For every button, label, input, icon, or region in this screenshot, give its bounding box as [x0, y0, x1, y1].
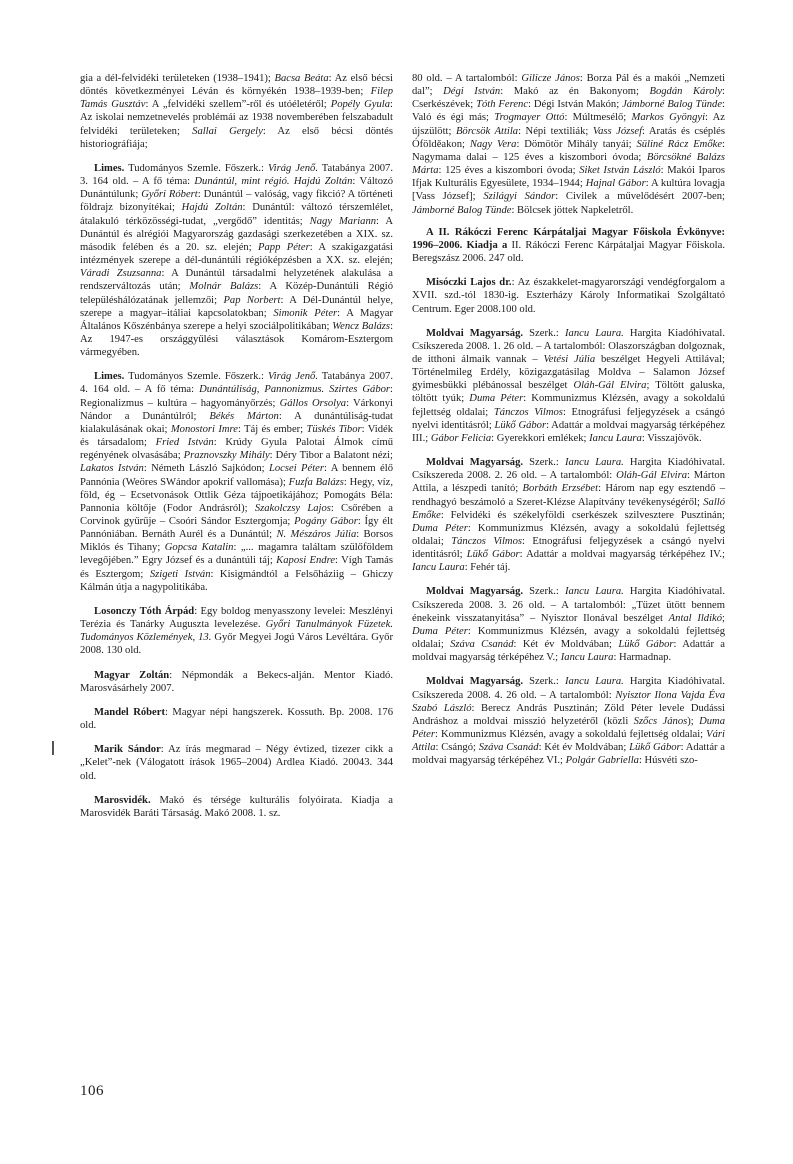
entry-text: : A Dunántúl társadalmi helyzetének alakulása a rendszerváltozás után;: [80, 268, 393, 293]
entry-text: : Az első bécsi döntés következményei Léván és környékén 1938–1939-ben;: [80, 73, 393, 98]
author-or-title: Gábor Felicia: [430, 432, 492, 444]
entry-text: : Az iskolai nemzetnevelés problémái az 1938 novemberében felszabadult felvidéki területeken;: [80, 99, 393, 137]
entry-text: : Adattár a moldvai magyarság térképéhez IV.;: [519, 549, 725, 561]
entry-text: II. Rákóczi Ferenc Kárpátaljai Magyar Főiskola. Beregszász 2006. 247 old.: [412, 239, 725, 265]
author-or-title: Gopcsa Katalin: [164, 542, 234, 554]
author-or-title: Börcsökné Balázs Márta: [412, 151, 725, 177]
author-or-title: Gilicze János: [521, 73, 580, 84]
entry-text: : A szakigazgatási intézmények szerepe a dél-dunántúli régióképzésben a XX. sz. elején;: [80, 241, 393, 267]
author-or-title: Szőcs János: [633, 715, 688, 727]
entry-text: : Az első bécsi döntés historiográfiája;: [80, 125, 393, 150]
entry-text: : Adattár a moldvai magyarság térképéhez VI.;: [412, 742, 726, 767]
entry-heading: Limes.: [94, 162, 125, 174]
author-or-title: Bacsa Beáta: [274, 73, 329, 84]
entry-text: : 125 éves a kiszombori óvoda;: [438, 165, 580, 177]
entry-text: Szerk.:: [523, 676, 565, 688]
entry-text: : Dégi István Makón;: [528, 99, 623, 111]
entry-heading: Limes.: [94, 371, 125, 383]
author-or-title: Békés Márton: [209, 410, 279, 422]
entry-text: : Gyerekkori emlékek;: [491, 432, 590, 444]
entry-text: : Kommunizmus Klézsén, avagy a sokoldalú fejlettség oldalai;: [412, 522, 726, 547]
author-or-title: Iancu Laura: [412, 562, 465, 574]
entry-text: beszélget Hegyeli Attilával; Történelmileg Erdély, közigazgatásilag Moldva – Salamon József gyimesbükki plébánossal beszélget: [412, 353, 726, 392]
entry-text: : Egy boldog menyasszony levelei: Meszlényi Terézia és Tanárky Auguszta levelezése.: [80, 605, 394, 631]
bibliography-entry: [80, 794, 393, 820]
bibliography-entry: [412, 327, 725, 445]
author-or-title: Börcsök Attila: [455, 125, 519, 137]
entry-text: : Márton Attila, a lészpedi tanító;: [412, 470, 725, 495]
author-or-title: Nagy Vera: [469, 138, 517, 150]
author-or-title: Dégi István: [443, 86, 501, 98]
entry-text: : Bölcsek jöttek Napkeletről.: [511, 204, 634, 216]
author-or-title: Száva Csanád: [450, 639, 514, 651]
author-or-title: Vári Attila: [412, 729, 725, 754]
entry-text: : Aratás és cséplés Ófölděakon;: [412, 125, 725, 150]
author-or-title: Jámborné Balog Tünde: [622, 99, 723, 111]
entry-text: : Hegy, víz, föld, ég – Ecsetvonások Ottlik Géza tájpoetikájához; Pomogáts Béla: Pannonia költője (Fodor Andrásról);: [80, 476, 393, 514]
entry-text: : Vígh Tamás és Esztergom;: [80, 555, 393, 580]
entry-text: : Déry Tibor a Balatont nézi;: [269, 450, 393, 462]
entry-heading: Moldvai Magyarság.: [426, 327, 524, 339]
bibliography-entry: [80, 605, 393, 658]
bibliography-entry: [412, 585, 725, 664]
author-or-title: Siket István László: [579, 165, 661, 177]
entry-text: : Makói Iparos Ifjak Kulturális Egyesülete, 1934–1944;: [412, 165, 726, 190]
entry-text: : Makó az én Bakonyom;: [500, 86, 650, 98]
author-or-title: Süliné Rácz Emőke: [636, 138, 723, 150]
entry-text: : A kultúra lovagja [Vass József];: [412, 178, 726, 203]
author-or-title: Iancu Laura.: [565, 457, 624, 469]
entry-text: Győr Megyei Jogú Város Levéltára. Győr 2008. 130 old.: [80, 632, 393, 657]
author-or-title: Tánczos Vilmos: [451, 536, 522, 547]
bibliography-entry: [412, 276, 725, 315]
author-or-title: Tóth Ferenc: [476, 99, 529, 111]
author-or-title: Száva Csanád: [478, 742, 539, 754]
entry-text: : Húsvéti szo-: [638, 755, 698, 767]
entry-heading: Marosvidék.: [94, 794, 151, 806]
entry-text: : Múltmesélő;: [564, 112, 632, 124]
entry-text: : Az északkelet-magyarországi vendégforgalom a XVII. szd.-tól 1830-ig. Eszterházy Károly Informatikai Szolgáltató Centrum. Eger 2008.100 old.: [412, 277, 725, 315]
entry-text: : Dömötör Mihály tanyái;: [516, 138, 637, 150]
author-or-title: Markos Gyöngyi: [631, 112, 706, 124]
entry-text: : Népi textiliák;: [518, 125, 593, 137]
entry-heading: Moldvai Magyarság.: [426, 676, 524, 688]
author-or-title: Duma Péter: [412, 625, 468, 637]
entry-text: : Regionalizmus – kultúra – hagyományőrzés;: [80, 384, 393, 409]
author-or-title: Kaposi Endre: [276, 555, 336, 567]
entry-text: : Magyar népi hangszerek. Kossuth. Bp. 2008. 176 old.: [80, 706, 393, 732]
author-or-title: Szirtes Gábor: [329, 384, 391, 396]
bibliography-entry: [80, 706, 393, 732]
author-or-title: Fried István: [155, 437, 214, 449]
author-or-title: Gállos Orsolya: [279, 397, 347, 409]
entry-text: : A „felvidéki szellem”-ről és utóéletéről;: [145, 99, 331, 111]
author-or-title: Lükő Gábor: [618, 639, 674, 651]
entry-text: Tudományos Szemle. Főszerk.:: [124, 371, 268, 383]
entry-text: : Két év Moldvában;: [513, 639, 619, 651]
bibliography-entry: [80, 162, 393, 359]
author-or-title: Győri Tanulmányok Füzetek. Tudományos Közlemények, 13.: [80, 619, 393, 644]
author-or-title: Molnár Balázs: [189, 281, 259, 293]
entry-heading: Moldvai Magyarság.: [426, 457, 524, 469]
author-or-title: Duma Péter: [412, 715, 726, 741]
entry-text: : Borza Pál és a makói „Nemzeti dal”;: [412, 73, 726, 98]
entry-text: Szerk.:: [523, 457, 565, 469]
author-or-title: Pap Norbert: [223, 294, 281, 306]
entry-heading: Misóczki Lajos dr.: [426, 277, 512, 289]
entry-text: : Civilek a művelődésért 2007-ben;: [555, 191, 725, 203]
author-or-title: N. Mészáros Júlia: [276, 529, 357, 541]
entry-text: : Várkonyi Nándor a Dunántúlról;: [80, 397, 393, 422]
bibliography-entry: [412, 72, 725, 217]
bibliography-entry: [412, 456, 725, 574]
author-or-title: Szilágyi Sándor: [483, 191, 556, 203]
author-or-title: Wencz Balázs: [332, 320, 391, 332]
author-or-title: Hajnal Gábor: [585, 178, 646, 190]
bibliography-entry: [80, 370, 393, 594]
entry-text: : Kommunizmus Klézsén, avagy a sokoldalú fejlettség oldalai;: [434, 729, 707, 741]
bibliography-entry: [412, 226, 725, 265]
entry-text: Tatabánya 2007. 3. 164 old. – A fő téma:: [80, 162, 393, 188]
entry-text: : Adattár a moldvai magyarság térképéhez III.;: [412, 419, 726, 444]
bibliography-entry: [80, 743, 393, 782]
entry-text: : Nagymama dalai – 125 éves a kiszombori óvoda;: [412, 138, 725, 163]
author-or-title: Hajdú Zoltán: [181, 202, 243, 214]
author-or-title: Lükő Gábor: [494, 419, 547, 431]
entry-text: : A Közép-Dunántúli Régió településhálózatának jellemzői;: [80, 281, 393, 306]
author-or-title: Jámborné Balog Tünde: [412, 204, 512, 216]
entry-text: 80 old. – A tartalomból:: [412, 73, 522, 84]
entry-text: : Németh László Sajkódon;: [143, 463, 269, 475]
entry-heading: Losonczy Tóth Árpád: [94, 605, 195, 617]
entry-text: : Borsos Miklós és Tihany;: [80, 529, 393, 554]
entry-text: : Csőrében a Corvinok gyűrűje – Csoóri Sándor Esztergomja;: [80, 502, 393, 527]
author-or-title: Szakolczsy Lajos: [254, 502, 331, 514]
author-or-title: Polgár Gabriella: [565, 755, 639, 767]
author-or-title: Lükő Gábor: [629, 742, 681, 754]
author-or-title: Hajdú Zoltán: [293, 176, 353, 188]
author-or-title: Duma Péter: [412, 522, 468, 534]
entry-text: : Így élt Pannóniában. Bernáth Aurél és a Dunántúl;: [80, 516, 393, 541]
author-or-title: Fuzfa Balázs: [288, 476, 344, 488]
right-column: [412, 72, 725, 768]
entry-text: : Kisigmándtól a Felsőháziig – Ghiczy Kálmán útja a nagypolitikába.: [80, 568, 393, 593]
entry-text: : Dunántúl: változó térszemlélet, átalakuló térközösségi-tudat, „vergődő” identitás;: [80, 202, 393, 227]
entry-text: : Harmadnap.: [613, 652, 672, 664]
author-or-title: Dunántúl, mint régió.: [194, 176, 290, 188]
entry-text: : „... magamra találtam szülőföldem levegőjében.” Egry József és a dunántúli táj;: [80, 542, 393, 567]
entry-heading: Mandel Róbert: [94, 706, 165, 718]
author-or-title: Oláh-Gál Elvira: [616, 470, 688, 482]
entry-text: : Cserkészévek;: [412, 86, 725, 111]
entry-heading: Marik Sándor: [94, 744, 161, 756]
entry-text: : A Dunántúl és alrégiói Magyarország gazdasági szerkezetében a XIX. sz. második felében és a 20. sz. elején;: [80, 215, 393, 253]
entry-text: : Felvidéki és székelyföldi cserkészek szilvesztere Pusztinán;: [440, 509, 725, 521]
entry-text: Tudományos Szemle. Főszerk.:: [124, 162, 268, 174]
entry-text: : Az írás megmarad – Négy évtized, tizezer cikk a „Kelet”-nek (Válogatott írások 1965–2004) Ardlea Kiadó. 20043. 344 old.: [80, 744, 393, 782]
entry-text: : Az újszülött;: [412, 112, 726, 137]
entry-text: : Csángó;: [435, 742, 479, 754]
entry-heading: A II. Rákóczi Ferenc Kárpátaljai Magyar Főiskola Évkönyve: 1996–2006. Kiadja a: [412, 226, 725, 251]
author-or-title: Virág Jenő.: [268, 162, 318, 174]
entry-text: : Visszajövök.: [641, 432, 702, 444]
author-or-title: Lakatos István: [80, 463, 144, 475]
entry-text: Szerk.:: [523, 586, 565, 598]
entry-text: : Táj és ember;: [237, 423, 307, 435]
author-or-title: Borbáth Erzsébet: [522, 483, 599, 495]
bibliography-entry: [80, 669, 393, 695]
entry-text: Hargita Kiadóhivatal. Csíkszereda 2008. 4. 26 old. – A tartalomból:: [412, 676, 725, 701]
author-or-title: Iancu Laura.: [565, 676, 624, 688]
author-or-title: Lükő Gábor: [466, 549, 520, 561]
page-number: 106: [80, 1083, 104, 1099]
author-or-title: Sallai Gergely: [192, 125, 263, 137]
entry-text: Szerk.:: [523, 327, 565, 339]
author-or-title: Pogány Gábor: [294, 516, 358, 527]
bibliography-entry: [80, 72, 393, 151]
entry-text: Hargita Kiadóhivatal. Csíkszereda 2008. 2. 26 old. – A tartalomból:: [412, 457, 725, 482]
author-or-title: Iancu Laura.: [565, 586, 624, 598]
left-column: [80, 72, 393, 820]
margin-mark: [52, 741, 54, 755]
author-or-title: Váradi Zsuzsanna: [80, 268, 162, 280]
entry-text: : A dunántúliság-tudat kialakulásának okai;: [80, 410, 393, 435]
author-or-title: Salló Emőke: [412, 496, 725, 521]
bibliography-entry: [412, 675, 725, 767]
author-or-title: Oláh-Gál Elvira: [573, 380, 647, 392]
author-or-title: Vass József: [592, 125, 643, 137]
author-or-title: Praznovszky Mihály: [183, 450, 270, 462]
entry-heading: Magyar Zoltán: [94, 669, 170, 681]
entry-text: : Dunántúl – valóság, vagy fikció? A történeti földrajz bizonyítékai;: [80, 189, 394, 214]
author-or-title: Dunántúliság, Pannonizmus.: [199, 384, 325, 396]
author-or-title: Monostori Imre: [170, 423, 238, 435]
author-or-title: Papp Péter: [258, 241, 310, 253]
entry-text: : Etnográfusi feljegyzések a csángó nyelvi identitásról;: [412, 536, 725, 561]
entry-text: : Három nap egy esztendő – rendhagyó beszámoló a Szeret-Klézse Alapítvány tevékenységéről;: [412, 483, 725, 508]
author-or-title: Antal Ildikó: [668, 612, 723, 624]
entry-text: ;: [722, 612, 725, 624]
entry-heading: Moldvai Magyarság.: [426, 586, 524, 598]
author-or-title: Iancu Laura: [589, 432, 642, 444]
entry-text: Hargita Kiadóhivatal. Csíkszereda 2008. 1. 26 old. – A tartalomból: Olaszországban dolgoznak, de itthoni álmaik vannak –: [412, 327, 725, 365]
author-or-title: Trogmayer Ottó: [494, 112, 565, 124]
entry-text: );: [687, 715, 700, 727]
entry-text: : Etnográfusi feljegyzések a csángó nyelvi identitásról;: [412, 406, 725, 431]
entry-text: ; Töltött galuska, töltött tyúk;: [412, 380, 725, 405]
entry-text: : Változó Dunántúlunk;: [80, 176, 393, 201]
entry-text: : Kommunizmus Klézsén, avagy a sokoldalú fejlettség oldalai;: [412, 625, 726, 651]
entry-text: : Népmondák a Bekecs-alján. Mentor Kiadó. Marosvásárhely 2007.: [80, 669, 393, 694]
author-or-title: Tánczos Vilmos: [493, 406, 563, 418]
entry-text: : Két év Moldvában;: [538, 742, 630, 754]
entry-text: : Kommunizmus Klézsén, avagy a sokoldalú fejlettség oldalai;: [412, 393, 725, 418]
entry-text: gia a dél-felvidéki területeken (1938–1941);: [80, 73, 275, 84]
author-or-title: Virág Jenő.: [268, 371, 318, 383]
entry-text: Makó és térsége kulturális folyóirata. Kiadja a Marosvidék Baráti Társaság. Makó 2008. 1. sz.: [80, 794, 393, 819]
author-or-title: Bogdán Károly: [649, 86, 723, 98]
entry-text: : A bennem élő Pannónia (Weöres SWándor apokrif vallomása);: [80, 463, 393, 488]
author-or-title: Iancu Laura: [560, 652, 614, 664]
author-or-title: Győri Róbert: [141, 189, 198, 201]
author-or-title: Szigeti István: [149, 568, 211, 580]
entry-text: : Az 1947-es országgyűlési választások Komárom-Esztergom vármegyében.: [80, 320, 394, 359]
author-or-title: Nagy Mariann: [309, 215, 377, 227]
entry-text: : Krúdy Gyula Palotai Álmok című regényének olvasásába;: [80, 437, 393, 462]
author-or-title: Tüskés Tibor: [306, 423, 362, 435]
author-or-title: Simonik Péter: [273, 307, 338, 319]
entry-text: : Való és égi más;: [412, 99, 725, 124]
entry-text: : Adattár a moldvai magyarság térképéhez V.;: [412, 639, 726, 664]
author-or-title: Locsei Péter: [268, 463, 324, 475]
author-or-title: Popély Gyula: [330, 99, 391, 111]
entry-text: : A Magyar Általános Kőszénbánya szerepe a helyi szociálpolitikában;: [80, 307, 393, 332]
entry-text: Tatabánya 2007. 4. 164 old. – A fő téma:: [80, 371, 393, 396]
entry-text: : Vidék és társadalom;: [80, 423, 394, 449]
entry-text: : Fehér táj.: [464, 562, 511, 574]
author-or-title: Iancu Laura.: [565, 327, 624, 339]
author-or-title: Duma Péter: [469, 393, 524, 405]
entry-text: Hargita Kiadóhivatal. Csíkszereda 2008. 3. 26 old. – A tartalomból: „Tüzet ütött bennem énekeink visszatanyitása” – Nyisztor Ilonával beszélget: [412, 586, 725, 624]
author-or-title: Nyisztor Ilona Vajda Éva Szabó László: [412, 689, 725, 714]
entry-text: : Berecz András Pusztinán; Zöld Péter levele Dudássi Andráshoz a moldvai misszió helyzetéről (közli: [412, 702, 725, 727]
author-or-title: Filep Tamás Gusztáv: [80, 86, 393, 111]
entry-text: : A Dél-Dunántúl helye, szerepe a magyar–itáliai kapcsolatokban;: [80, 294, 393, 319]
author-or-title: Vetési Júlia: [543, 353, 596, 365]
